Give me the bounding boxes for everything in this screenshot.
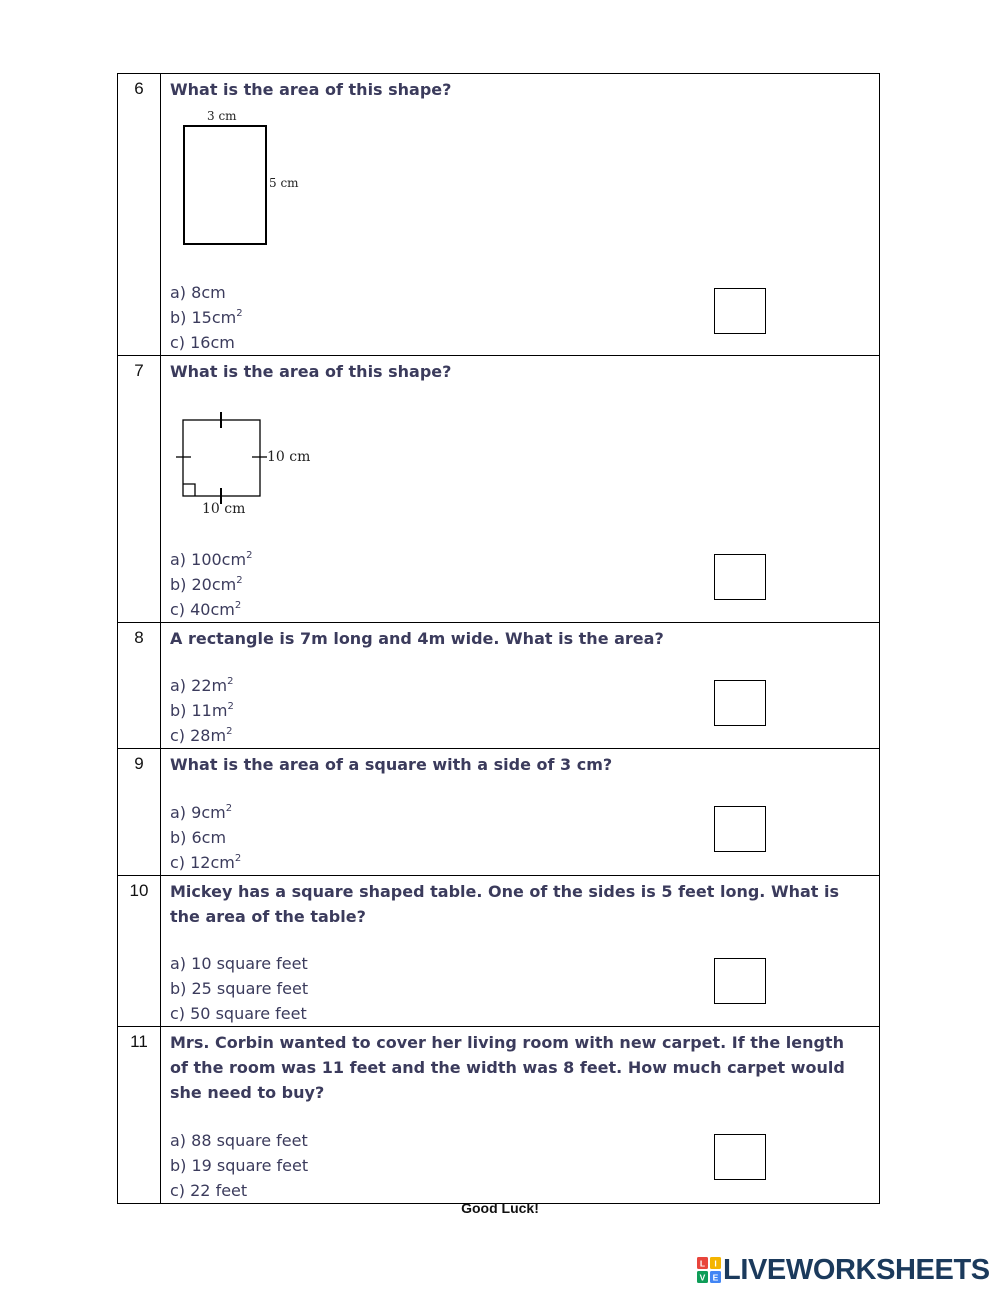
question-cell [161,876,880,1027]
option-b: b) $15cm^2$ [170,308,243,327]
question-number: 11 [118,1027,161,1204]
question-row-10 [118,876,880,1027]
square-figure [171,406,331,521]
brand-name: LIVEWORKSHEETS [723,1253,990,1286]
question-row-8 [118,623,880,749]
worksheet-table [117,73,880,1204]
figure-bottom-label: 10 cm [202,501,246,517]
question-text: What is the area of this shape? [170,362,452,381]
question-text: Mrs. Corbin wanted to cover her living room with new carpet. If the length of the room was 11 feet and the width was 8 feet. How much carpet would she need to buy? [170,1033,845,1102]
question-number: 6 [118,74,161,356]
answer-options [170,547,252,622]
figure-top-label: 3 cm [207,109,237,123]
question-number: 9 [118,749,161,876]
question-text: Mickey has a square shaped table. One of the sides is 5 feet long. What is the area of the table? [170,882,839,926]
option-a: a) $9cm^2$ [170,803,233,822]
answer-options [170,280,243,355]
answer-input-box[interactable] [714,1134,766,1180]
liveworksheets-brand[interactable] [697,1254,990,1286]
figure-side-label: 5 cm [269,176,299,190]
answer-options [170,951,308,1026]
option-a: a) 88 square feet [170,1131,308,1150]
option-b: b) 6cm [170,828,227,847]
option-a: a) $100cm^2$ [170,550,253,569]
option-c: c) $28m^2$ [170,726,233,745]
question-cell [161,749,880,876]
answer-input-box[interactable] [714,806,766,852]
option-a: a) $22m^2$ [170,676,234,695]
option-c: c) $40cm^2$ [170,600,242,619]
option-b: b) $11m^2$ [170,701,234,720]
option-b: b) 25 square feet [170,979,309,998]
question-number: 8 [118,623,161,749]
question-number: 10 [118,876,161,1027]
option-c: c) 50 square feet [170,1004,307,1023]
svg-text:E: E [712,1272,719,1283]
answer-input-box[interactable] [714,680,766,726]
option-b: b) $20cm^2$ [170,575,243,594]
option-a: a) 10 square feet [170,954,308,973]
question-row-7 [118,356,880,623]
svg-text:L: L [699,1258,706,1269]
liveworksheets-logo-icon [697,1257,721,1283]
question-cell [161,623,880,749]
option-a: a) 8cm [170,283,226,302]
answer-options [170,1128,308,1203]
question-row-6 [118,74,880,356]
option-c: c) 22 feet [170,1181,248,1200]
question-row-9 [118,749,880,876]
question-row-11 [118,1027,880,1204]
question-number: 7 [118,356,161,623]
rectangle-figure [171,109,311,252]
answer-input-box[interactable] [714,288,766,334]
question-text: A rectangle is 7m long and 4m wide. What is the area? [170,629,664,648]
figure-side-label: 10 cm [267,449,311,465]
option-b: b) 19 square feet [170,1156,309,1175]
option-c: c) 16cm [170,333,235,352]
answer-input-box[interactable] [714,958,766,1004]
question-text: What is the area of a square with a side of 3 cm? [170,755,613,774]
question-cell [161,356,880,623]
answer-input-box[interactable] [714,554,766,600]
question-cell [161,74,880,356]
answer-options [170,800,241,875]
answer-options [170,673,234,748]
good-luck-footer: Good Luck! [461,1200,539,1216]
svg-text:V: V [699,1272,706,1283]
question-cell [161,1027,880,1204]
question-text: What is the area of this shape? [170,80,452,99]
option-c: c) $12cm^2$ [170,853,242,872]
svg-text:I: I [714,1258,717,1269]
